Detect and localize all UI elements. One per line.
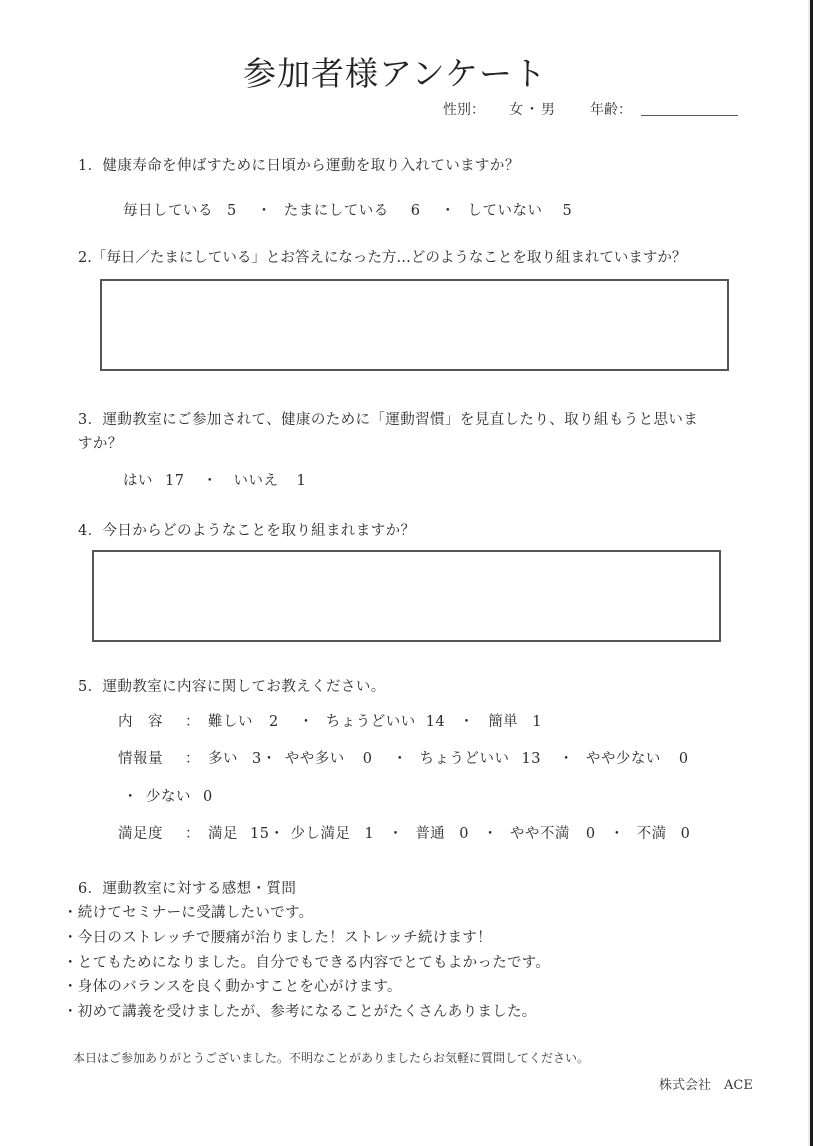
separator-dot: ・ <box>269 826 285 842</box>
q5-row-satisfaction <box>118 822 690 843</box>
q1-answer-label: 毎日している <box>123 203 213 219</box>
footer-company: 株式会社 ACE <box>659 1078 753 1093</box>
q1-answer-count: 5 <box>227 203 237 219</box>
separator-dot: ・ <box>123 789 138 805</box>
comment-item: ・初めて講義を受けましたが、参考になることがたくさんありました。 <box>63 1004 537 1020</box>
q1-answer-count: 6 <box>410 203 421 219</box>
q1-answers <box>123 199 572 220</box>
q5-colon: ： <box>185 826 200 842</box>
q3-answer-count: 1 <box>296 473 307 489</box>
q5-answer-label: やや不満 <box>509 826 570 842</box>
q5-answer-label: 簡単 <box>488 714 519 730</box>
q4-question: 4．今日からどのようなことを取り組まれますか？ <box>78 523 416 539</box>
q5-answer-count: 0 <box>680 826 691 842</box>
separator-dot: ・ <box>261 751 277 767</box>
q2-question: 2.「毎日／たまにしている」とお答えになった方…どのようなことを取り組まれていますか？ <box>78 250 687 266</box>
q5-colon: ： <box>185 714 200 730</box>
q5-row-content <box>118 710 542 731</box>
q5-answer-count: 0 <box>203 789 213 805</box>
q6-question: 6．運動教室に対する感想・質問 <box>78 881 297 897</box>
q1-answer-label: していない <box>467 203 543 219</box>
q5-answer-label: ちょうどいい <box>325 714 416 730</box>
q4-answer-box[interactable] <box>92 550 721 642</box>
q2-answer-box[interactable] <box>100 279 729 371</box>
gender-options[interactable]: 女・男 <box>509 102 557 118</box>
separator-dot: ・ <box>440 203 456 219</box>
q5-answer-label: 満足 <box>208 826 238 842</box>
q5-answer-label: 不満 <box>636 826 667 842</box>
q3-answers <box>123 469 306 490</box>
age-label: 年齢： <box>590 102 632 118</box>
q5-answer-count: 14 <box>425 714 446 730</box>
separator-dot: ・ <box>298 714 314 730</box>
q5-answer-label: 多い <box>208 751 238 767</box>
q5-answer-label: やや少ない <box>585 751 661 767</box>
q5-answer-label: やや多い <box>284 751 345 767</box>
q5-answer-count: 13 <box>521 751 541 767</box>
comment-item: ・続けてセミナーに受講したいです。 <box>63 905 314 921</box>
q3-answer-count: 17 <box>165 473 185 489</box>
age-input-line[interactable] <box>641 115 738 116</box>
comment-item: ・身体のバランスを良く動かすことを心がけます。 <box>63 979 402 995</box>
q3-answer-label: はい <box>123 473 153 489</box>
separator-dot: ・ <box>392 751 408 767</box>
q5-answer-count: 0 <box>678 751 689 767</box>
q5-answer-count: 15 <box>250 826 270 842</box>
q5-row-label: 情報量 <box>118 751 163 767</box>
comment-item: ・今日のストレッチで腰痛が治りました！ストレッチ続けます！ <box>63 930 492 946</box>
separator-dot: ・ <box>256 203 272 219</box>
separator-dot: ・ <box>558 751 574 767</box>
separator-dot: ・ <box>459 714 475 730</box>
q5-answer-label: ちょうどいい <box>419 751 510 767</box>
q5-question: 5．運動教室に内容に関してお教えください。 <box>78 679 386 695</box>
q5-answer-count: 2 <box>269 714 279 730</box>
q5-row-info <box>118 747 689 768</box>
q5-answer-count: 0 <box>585 826 596 842</box>
q5-row-label: 満足度 <box>118 826 163 842</box>
separator-dot: ・ <box>388 826 404 842</box>
q5-answer-label: 難しい <box>208 714 253 730</box>
q5-colon: ： <box>185 751 200 767</box>
q5-answer-label: 少し満足 <box>290 826 351 842</box>
q1-answer-label: たまにしている <box>283 203 389 219</box>
q5-answer-count: 0 <box>362 751 373 767</box>
separator-dot: ・ <box>482 826 498 842</box>
q3-question-line1: 3．運動教室にご参加されて、健康のために「運動習慣」を見直したり、取り組もうと思いま <box>78 412 699 428</box>
separator-dot: ・ <box>202 473 218 489</box>
q5-answer-count: 0 <box>459 826 469 842</box>
q5-answer-count: 3 <box>252 751 262 767</box>
gender-label: 性別： <box>443 102 485 118</box>
page-title: 参加者様アンケート <box>243 54 548 93</box>
q5-answer-count: 1 <box>532 714 542 730</box>
q5-row-label: 内 容 <box>118 714 163 730</box>
q5-row-info-continued <box>123 785 213 806</box>
separator-dot: ・ <box>609 826 625 842</box>
q3-question-line2: すか？ <box>78 436 123 452</box>
q5-answer-label: 少ない <box>146 789 191 805</box>
q3-answer-label: いいえ <box>233 473 279 489</box>
q1-question: 1．健康寿命を伸ばすために日頃から運動を取り入れていますか？ <box>78 158 520 174</box>
q1-answer-count: 5 <box>562 203 573 219</box>
comment-item: ・とてもためになりました。自分でもできる内容でとてもよかったです。 <box>63 955 551 971</box>
q5-answer-label: 普通 <box>415 826 446 842</box>
footer-thanks: 本日はご参加ありがとうございました。不明なことがありましたらお気軽に質問してください。 <box>73 1051 590 1065</box>
q5-answer-count: 1 <box>364 826 375 842</box>
